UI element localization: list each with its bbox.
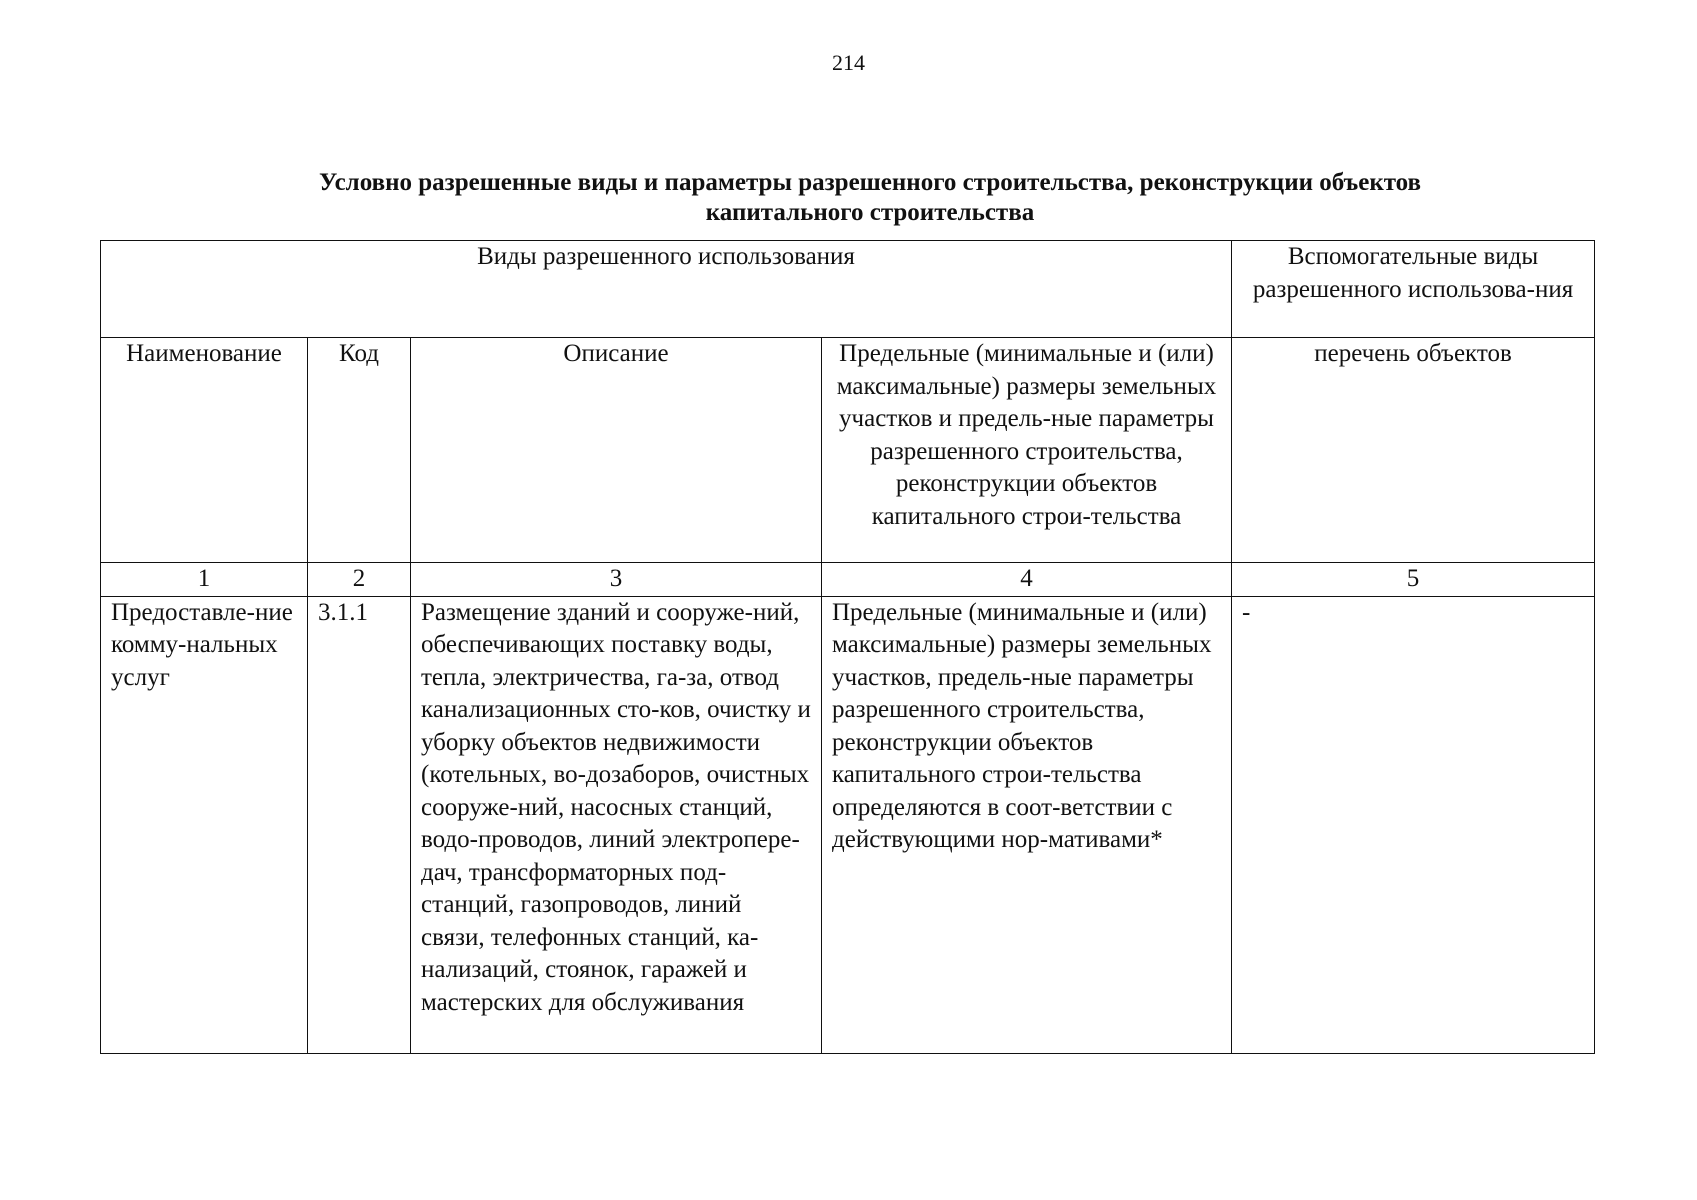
column-header-code: Код <box>308 338 411 563</box>
table-row <box>101 596 1595 1053</box>
column-number: 4 <box>822 563 1232 597</box>
column-number: 3 <box>411 563 822 597</box>
cell-code: 3.1.1 <box>308 596 411 1053</box>
cell-description: Размещение зданий и сооруже-ний, обеспечивающих поставку воды, тепла, электричества, га-за, отвод канализационных сто-ков, очистку и уборку объектов недвижимости (котельных, во-дозаборов, очистных сооруже-ний, насосных станций, водо-проводов, линий электропере-дач, трансформаторных под-станций, газопроводов, линий связи, телефонных станций, ка-нализаций, стоянок, гаражей и мастерских для обслуживания <box>411 596 822 1053</box>
auxiliary-use-header: Вспомогательные виды разрешенного использова-ния <box>1232 241 1595 338</box>
column-number: 5 <box>1232 563 1595 597</box>
column-header-objects: перечень объектов <box>1232 338 1595 563</box>
document-title-line-2: капитального строительства <box>705 199 1035 226</box>
table-group-header-row <box>101 241 1595 338</box>
column-number: 1 <box>101 563 308 597</box>
table-column-header-row <box>101 338 1595 563</box>
page-number: 214 <box>832 50 865 75</box>
document-title-line-1: Условно разрешенные виды и параметры разрешенного строительства, реконструкции объектов <box>318 169 1422 196</box>
cell-limits: Предельные (минимальные и (или) максимальные) размеры земельных участков, предель-ные параметры разрешенного строительства, реконструкции объектов капитального строи-тельства определяются в соот-ветствии с действующими нор-мативами* <box>822 596 1232 1053</box>
document-title <box>150 168 1590 228</box>
cell-name: Предоставле-ние комму-нальных услуг <box>101 596 308 1053</box>
permitted-use-group-header: Виды разрешенного использования <box>101 241 1232 338</box>
column-header-limits: Предельные (минимальные и (или) максимальные) размеры земельных участков и предель-ные параметры разрешенного строительства, реконструкции объектов капитального строи-тельства <box>822 338 1232 563</box>
column-number-row <box>101 563 1595 597</box>
cell-objects: - <box>1232 596 1595 1053</box>
permitted-use-table <box>100 240 1595 1054</box>
column-header-name: Наименование <box>101 338 308 563</box>
column-header-description: Описание <box>411 338 822 563</box>
column-number: 2 <box>308 563 411 597</box>
